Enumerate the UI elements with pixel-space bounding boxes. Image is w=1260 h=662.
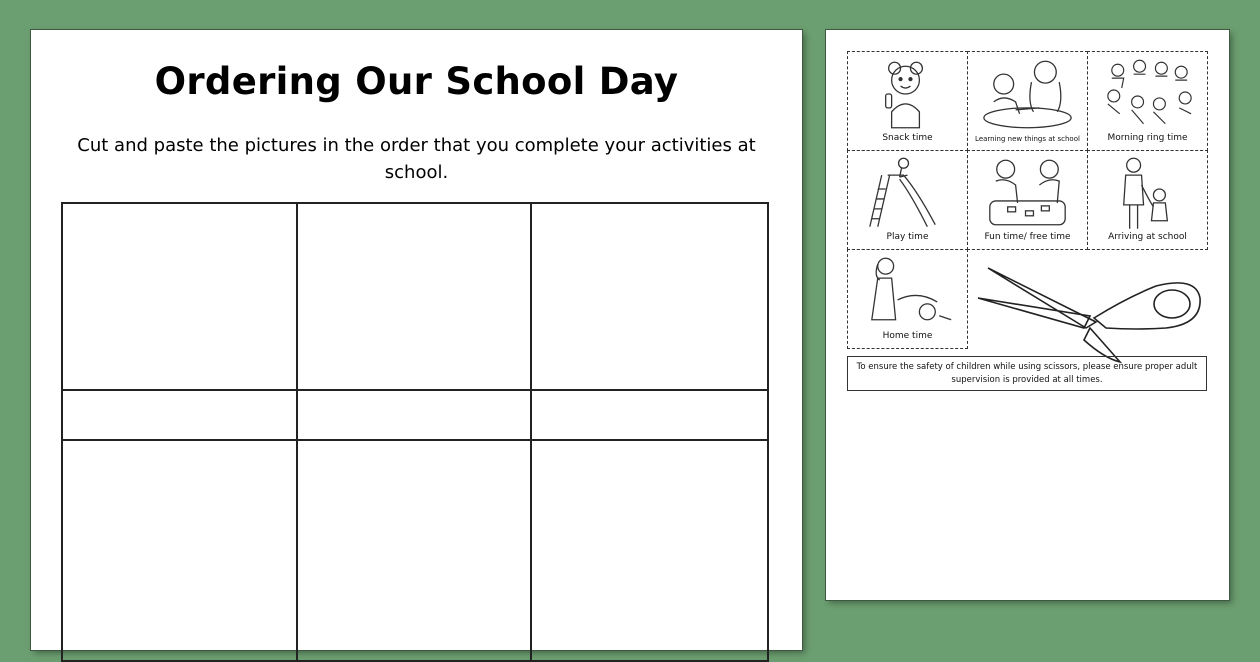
parent-child-icon	[1088, 151, 1207, 233]
worksheet-instructions: Cut and paste the pictures in the order that you complete your activities at school.	[77, 135, 756, 183]
children-playing-icon	[968, 151, 1087, 233]
paste-box-2	[298, 204, 533, 391]
card-label: Fun time/ free time	[984, 232, 1071, 242]
card-arriving	[1087, 150, 1208, 250]
paste-box-6	[532, 441, 767, 660]
paste-box-3	[532, 204, 767, 391]
slide-icon	[848, 151, 967, 233]
child-going-home-icon	[848, 250, 967, 332]
children-learning-icon	[968, 52, 1087, 134]
cutout-page	[826, 30, 1229, 600]
card-label: Morning ring time	[1107, 133, 1188, 143]
card-home-time	[847, 249, 968, 349]
label-box-1	[63, 391, 298, 441]
paste-box-4	[63, 441, 298, 660]
paste-box-1	[63, 204, 298, 391]
card-learning	[967, 51, 1088, 151]
card-label: Arriving at school	[1108, 232, 1187, 242]
label-box-2	[298, 391, 533, 441]
card-play-time	[847, 150, 968, 250]
safety-note: To ensure the safety of children while using scissors, please ensure proper adult supervision is provided at all times.	[847, 356, 1207, 391]
scissors-icon	[966, 258, 1206, 368]
card-label: Learning new things at school	[975, 135, 1080, 143]
card-label: Snack time	[882, 133, 933, 143]
paste-box-5	[298, 441, 533, 660]
child-eating-icon	[848, 52, 967, 134]
card-label: Home time	[882, 331, 933, 341]
card-label: Play time	[886, 232, 929, 242]
children-circle-icon	[1088, 52, 1207, 134]
paste-grid	[61, 202, 769, 662]
card-fun-time	[967, 150, 1088, 250]
label-box-3	[532, 391, 767, 441]
worksheet-title: Ordering Our School Day	[154, 60, 679, 103]
card-snack-time	[847, 51, 968, 151]
worksheet-page	[31, 30, 802, 650]
card-morning-ring	[1087, 51, 1208, 151]
